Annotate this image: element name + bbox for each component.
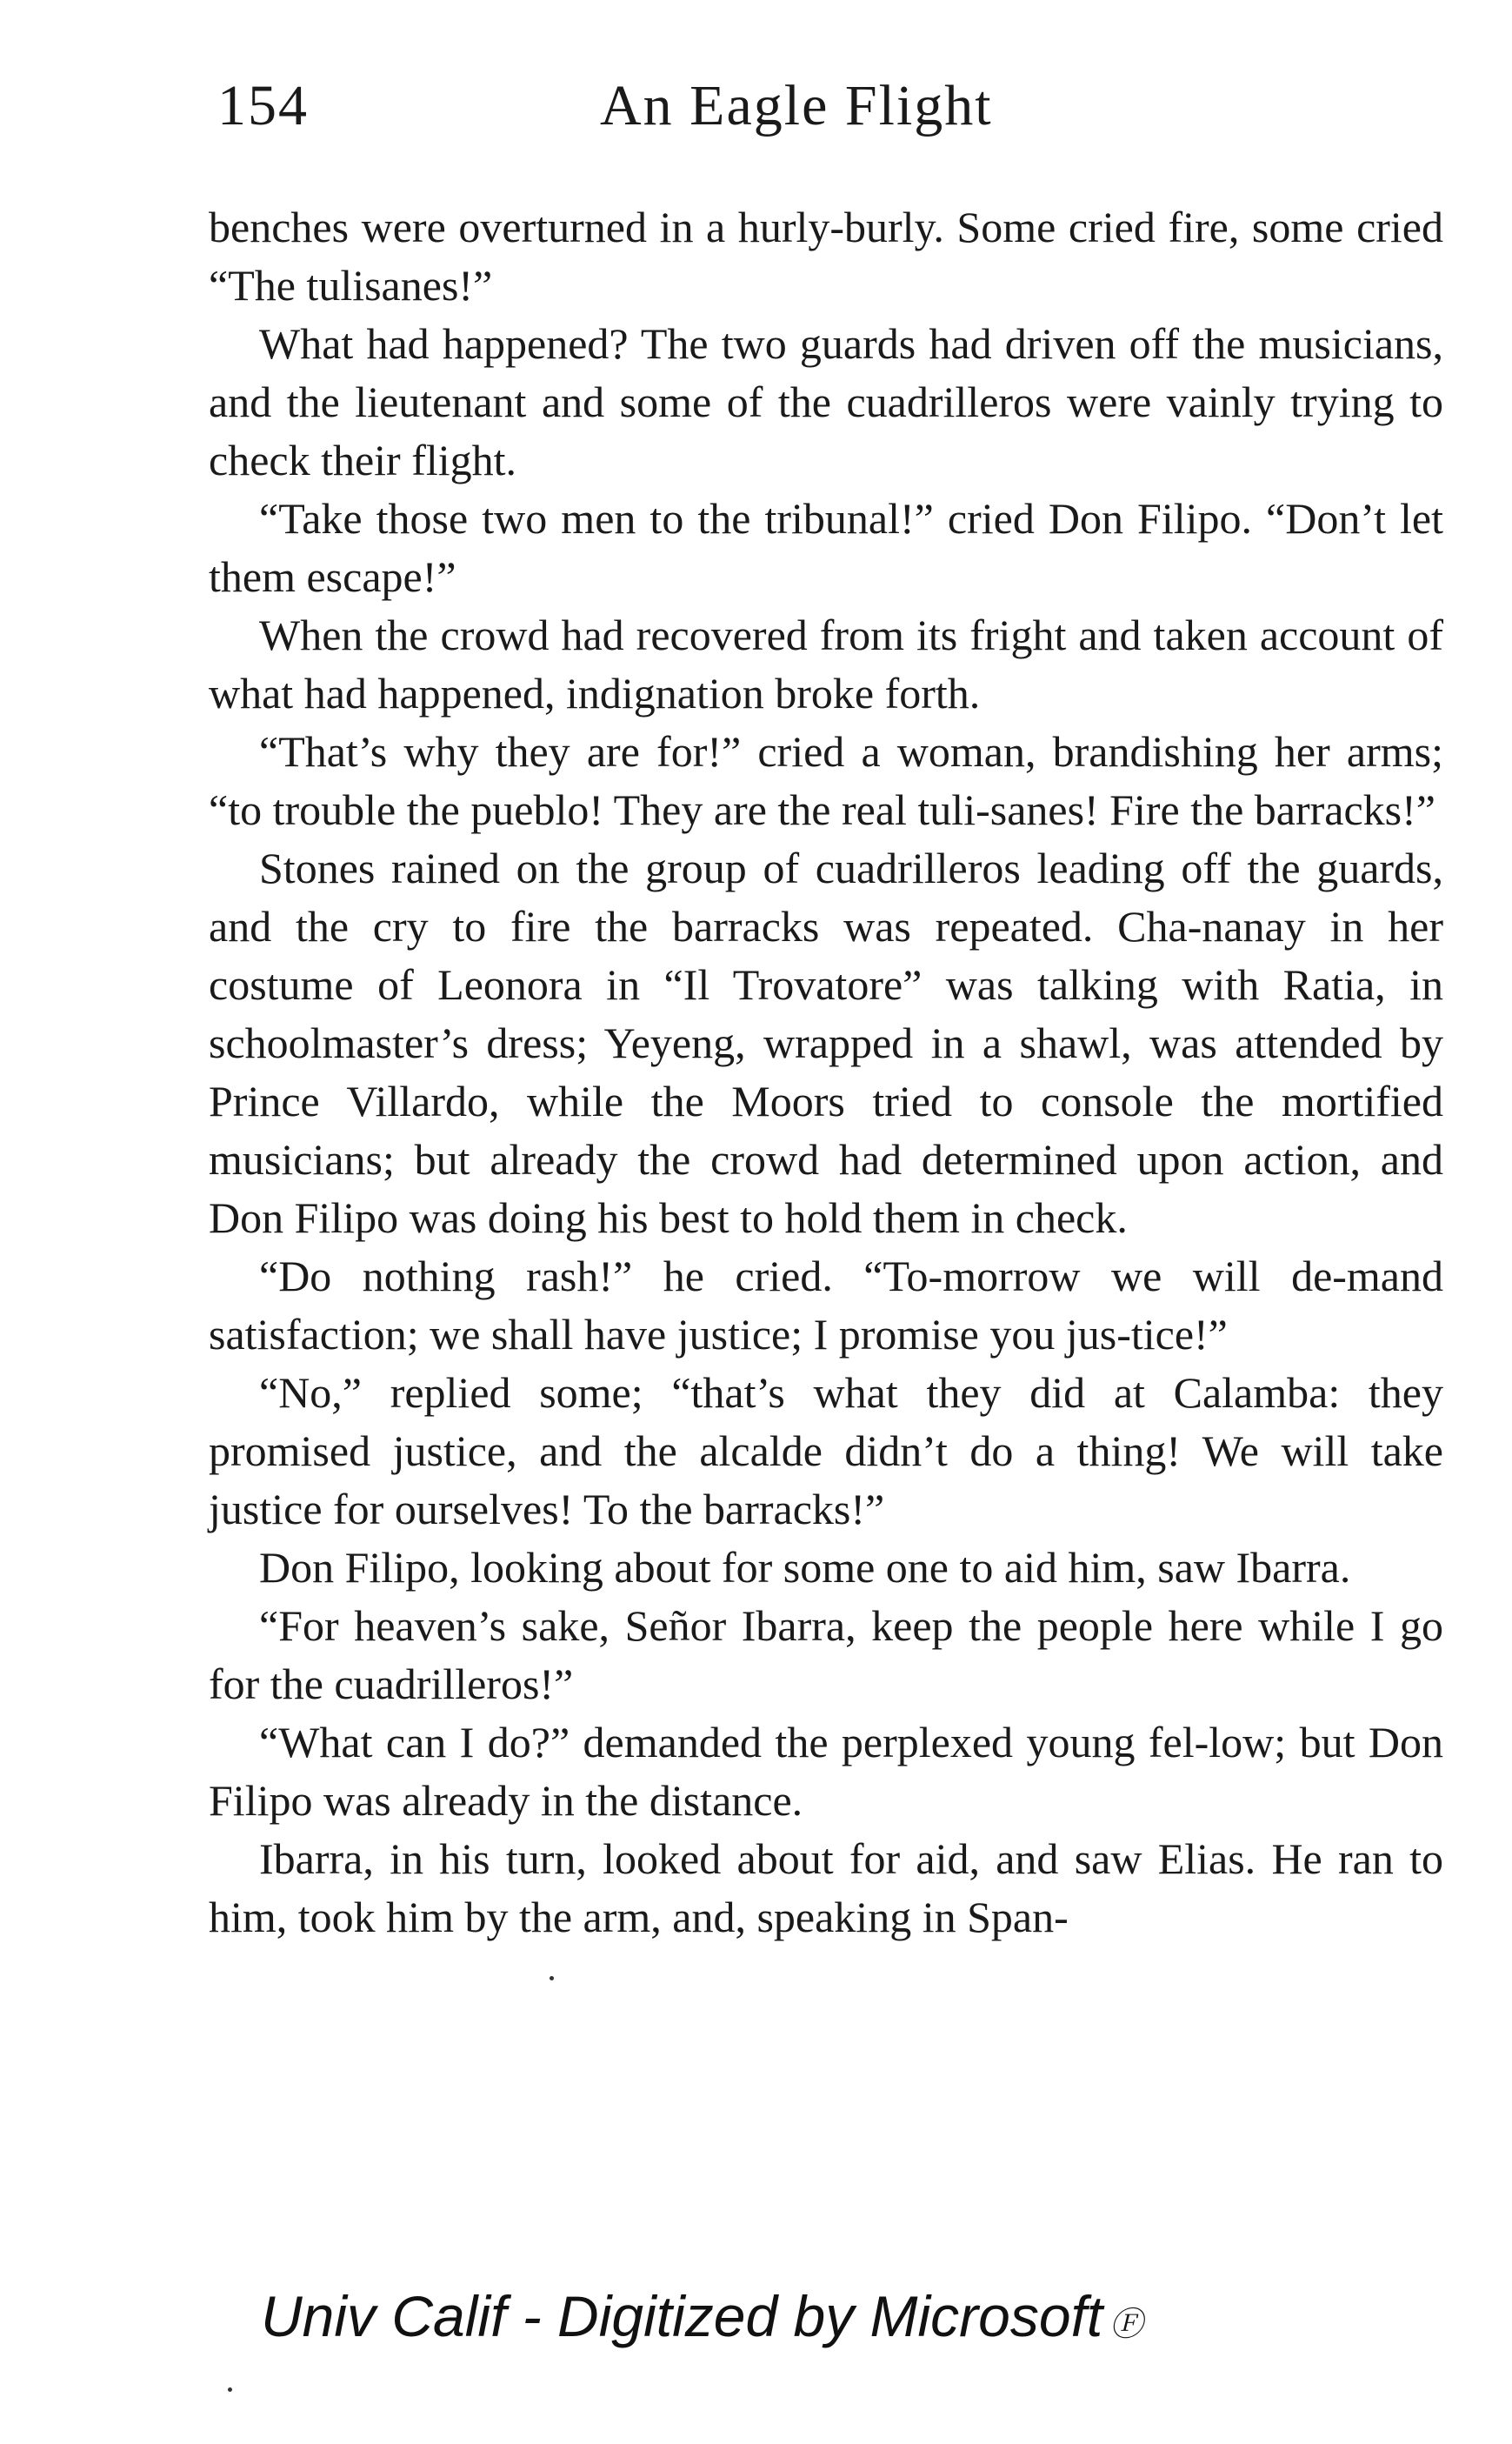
paragraph: “Take those two men to the tribunal!” cried Don Filipo. “Don’t let them escape!”: [209, 494, 1443, 601]
page-number: 154: [217, 74, 309, 137]
paragraph: What had happened? The two guards had driven off the musicians, and the lieutenant and some of the cuadrilleros were vainly trying to check their flight.: [209, 319, 1443, 484]
scan-speck: [228, 2387, 232, 2392]
paragraph: benches were overturned in a hurly-burly. Some cried fire, some cried “The tulisanes!”: [209, 203, 1443, 310]
running-title: An Eagle Flight: [600, 74, 993, 137]
body-text: [209, 198, 1443, 1947]
watermark-text: Univ Calif - Digitized by Microsoft: [261, 2284, 1103, 2348]
digitization-watermark: [261, 2283, 1391, 2349]
scan-speck: [550, 1976, 554, 1980]
watermark-logo-icon: Ⓕ: [1109, 2307, 1143, 2344]
paragraph: Ibarra, in his turn, looked about for aid, and saw Elias. He ran to him, took him by the arm, and, speaking in Span-: [209, 1834, 1443, 1941]
page-header: [209, 73, 1443, 169]
paragraph: “Do nothing rash!” he cried. “To-morrow we will de-mand satisfaction; we shall have justice; I promise you jus-tice!”: [209, 1252, 1443, 1359]
paragraph: “What can I do?” demanded the perplexed young fel-low; but Don Filipo was already in the distance.: [209, 1718, 1443, 1825]
paragraph: Stones rained on the group of cuadrilleros leading off the guards, and the cry to fire the barracks was repeated. Cha-nanay in her costume of Leonora in “Il Trovatore” was talking with Ratia, in schoolmaster’s dress; Yeyeng, wrapped in a shawl, was attended by Prince Villardo, while the Moors tried to console the mortified musicians; but already the crowd had determined upon action, and Don Filipo was doing his best to hold them in check.: [209, 844, 1443, 1242]
paragraph: “That’s why they are for!” cried a woman, brandishing her arms; “to trouble the pueblo! They are the real tuli-sanes! Fire the barracks!”: [209, 727, 1443, 834]
paragraph: Don Filipo, looking about for some one to aid him, saw Ibarra.: [259, 1543, 1351, 1592]
paragraph: When the crowd had recovered from its fright and taken account of what had happened, indignation broke forth.: [209, 611, 1443, 718]
paragraph: “No,” replied some; “that’s what they did at Calamba: they promised justice, and the alcalde didn’t do a thing! We will take justice for ourselves! To the barracks!”: [209, 1368, 1443, 1533]
paragraph: “For heaven’s sake, Señor Ibarra, keep the people here while I go for the cuadrilleros!”: [209, 1601, 1443, 1708]
